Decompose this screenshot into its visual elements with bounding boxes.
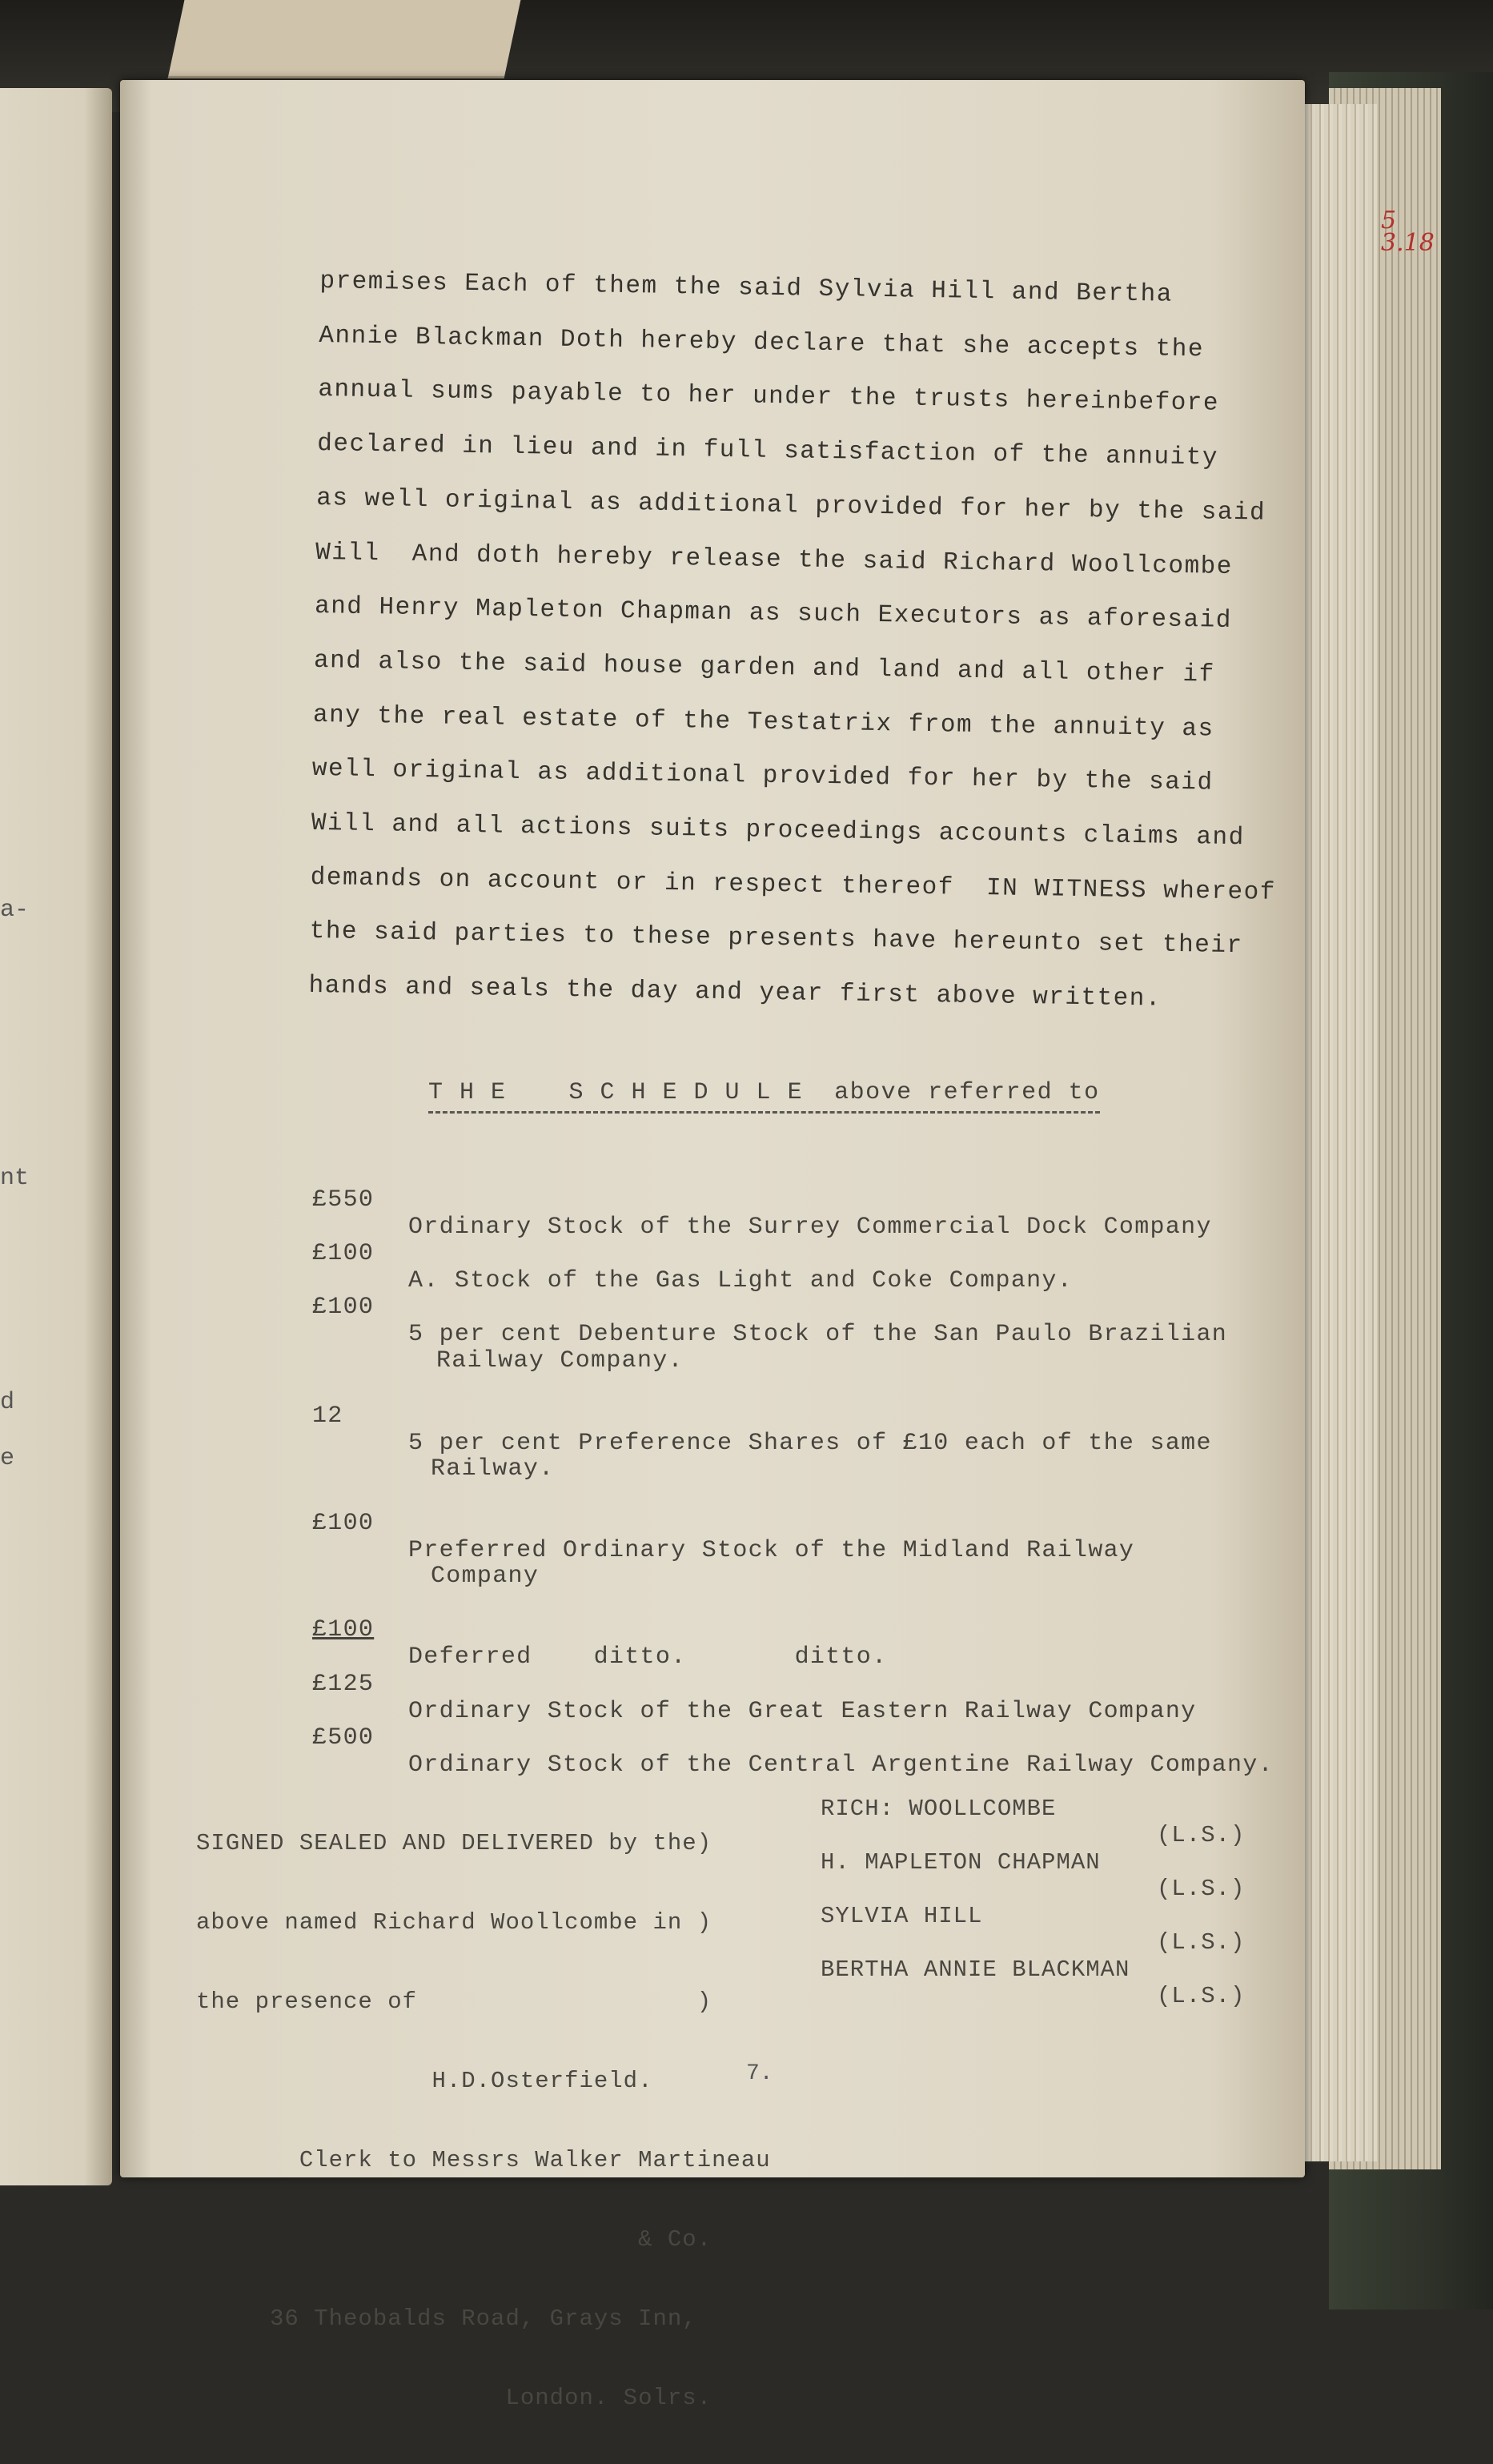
page-number: 7. bbox=[746, 2061, 773, 2086]
body-line: hands and seals the day and year first above written. bbox=[308, 972, 1162, 1013]
signatory-name: RICH: WOOLLCOMBE bbox=[821, 1796, 1057, 1822]
schedule-amount: 12 bbox=[312, 1403, 343, 1430]
body-line: annual sums payable to her under the trusts hereinbefore bbox=[318, 375, 1220, 419]
body-line: Will and all actions suits proceedings accounts claims and bbox=[311, 809, 1245, 853]
margin-annotation bbox=[1381, 207, 1435, 257]
schedule-description: Ordinary Stock of the Central Argentine Railway Company. bbox=[408, 1752, 1274, 1779]
schedule-heading: T H E S C H E D U L E above referred to bbox=[428, 1079, 1100, 1114]
left-page-fragment: d bbox=[0, 1389, 15, 1416]
schedule-description: Deferred ditto. ditto. bbox=[408, 1643, 888, 1671]
schedule-continuation: Railway Company. bbox=[436, 1347, 684, 1374]
attestation-line: the presence of ) bbox=[196, 1988, 712, 2015]
signature-block bbox=[821, 1769, 1246, 2009]
attestation-line: & Co. bbox=[196, 2226, 712, 2253]
schedule-description: Ordinary Stock of the Surrey Commercial Dock Company bbox=[408, 1214, 1212, 1241]
schedule-amount: £100 bbox=[312, 1240, 375, 1267]
left-page-fragment: a- bbox=[0, 897, 30, 924]
schedule-amount: £125 bbox=[312, 1671, 375, 1698]
margin-annotation-line: 3.18 bbox=[1381, 229, 1435, 257]
left-page-fragment: nt bbox=[0, 1165, 30, 1192]
deed-body-text bbox=[308, 255, 1277, 1028]
body-line: demands on account or in respect thereof IN WITNESS whereof bbox=[310, 863, 1277, 907]
body-line: Will And doth hereby release the said Richard Woollcombe bbox=[315, 538, 1234, 581]
body-line: Annie Blackman Doth hereby declare that she accepts the bbox=[319, 321, 1205, 364]
signatory-name: BERTHA ANNIE BLACKMAN bbox=[821, 1956, 1130, 1983]
body-line: as well original as additional provided for her by the said bbox=[315, 484, 1266, 528]
signatory-name: H. MAPLETON CHAPMAN bbox=[821, 1849, 1101, 1876]
signature-row bbox=[821, 1823, 1246, 1902]
attestation-line: London. Solrs. bbox=[196, 2385, 712, 2411]
schedule-continuation: Company bbox=[431, 1563, 540, 1590]
schedule-amount: £100 bbox=[312, 1616, 375, 1643]
schedule-amount: £100 bbox=[312, 1294, 375, 1321]
torn-paper-scrap bbox=[168, 0, 521, 78]
body-line: premises Each of them the said Sylvia Hill and Bertha bbox=[319, 267, 1174, 309]
schedule-amount: £550 bbox=[312, 1186, 375, 1214]
signature-row bbox=[821, 1769, 1246, 1848]
seal-mark: (L.S.) bbox=[1157, 1929, 1246, 1956]
attestation-line: Clerk to Messrs Walker Martineau bbox=[196, 2147, 771, 2173]
schedule-continuation: Railway. bbox=[431, 1455, 555, 1483]
attestation-clause bbox=[196, 1777, 771, 2464]
schedule-description: Preferred Ordinary Stock of the Midland Railway bbox=[408, 1537, 1135, 1564]
signature-row bbox=[821, 1876, 1246, 1956]
body-line: the said parties to these presents have hereunto set their bbox=[309, 917, 1243, 961]
signatory-name: SYLVIA HILL bbox=[821, 1903, 983, 1929]
left-page-fragment: e bbox=[0, 1445, 15, 1472]
margin-annotation-line: 5 bbox=[1381, 207, 1397, 235]
schedule-description: Ordinary Stock of the Great Eastern Railway Company bbox=[408, 1698, 1197, 1725]
body-line: any the real estate of the Testatrix from the annuity as bbox=[312, 700, 1214, 744]
schedule-description: 5 per cent Preference Shares of £10 each of the same bbox=[408, 1430, 1212, 1457]
attestation-line: H.D.Osterfield. bbox=[196, 2068, 653, 2094]
schedule-amount: £500 bbox=[312, 1724, 375, 1752]
body-line: and also the said house garden and land and all other if bbox=[313, 646, 1215, 689]
schedule-amount: £100 bbox=[312, 1510, 375, 1537]
seal-mark: (L.S.) bbox=[1157, 1822, 1246, 1848]
attestation-line: SIGNED SEALED AND DELIVERED by the) bbox=[196, 1830, 712, 1856]
attestation-line: above named Richard Woollcombe in ) bbox=[196, 1909, 712, 1936]
seal-mark: (L.S.) bbox=[1157, 1983, 1246, 2009]
body-line: and Henry Mapleton Chapman as such Executors as aforesaid bbox=[314, 592, 1233, 636]
schedule-description: 5 per cent Debenture Stock of the San Paulo Brazilian bbox=[408, 1321, 1228, 1348]
body-line: well original as additional provided for her by the said bbox=[311, 755, 1214, 797]
seal-mark: (L.S.) bbox=[1157, 1876, 1246, 1902]
left-facing-page bbox=[0, 88, 112, 2185]
signature-row bbox=[821, 1930, 1246, 2009]
attestation-line: 36 Theobalds Road, Grays Inn, bbox=[196, 2305, 697, 2332]
schedule-description: A. Stock of the Gas Light and Coke Company. bbox=[408, 1267, 1074, 1294]
body-line: declared in lieu and in full satisfaction of the annuity bbox=[317, 430, 1219, 472]
